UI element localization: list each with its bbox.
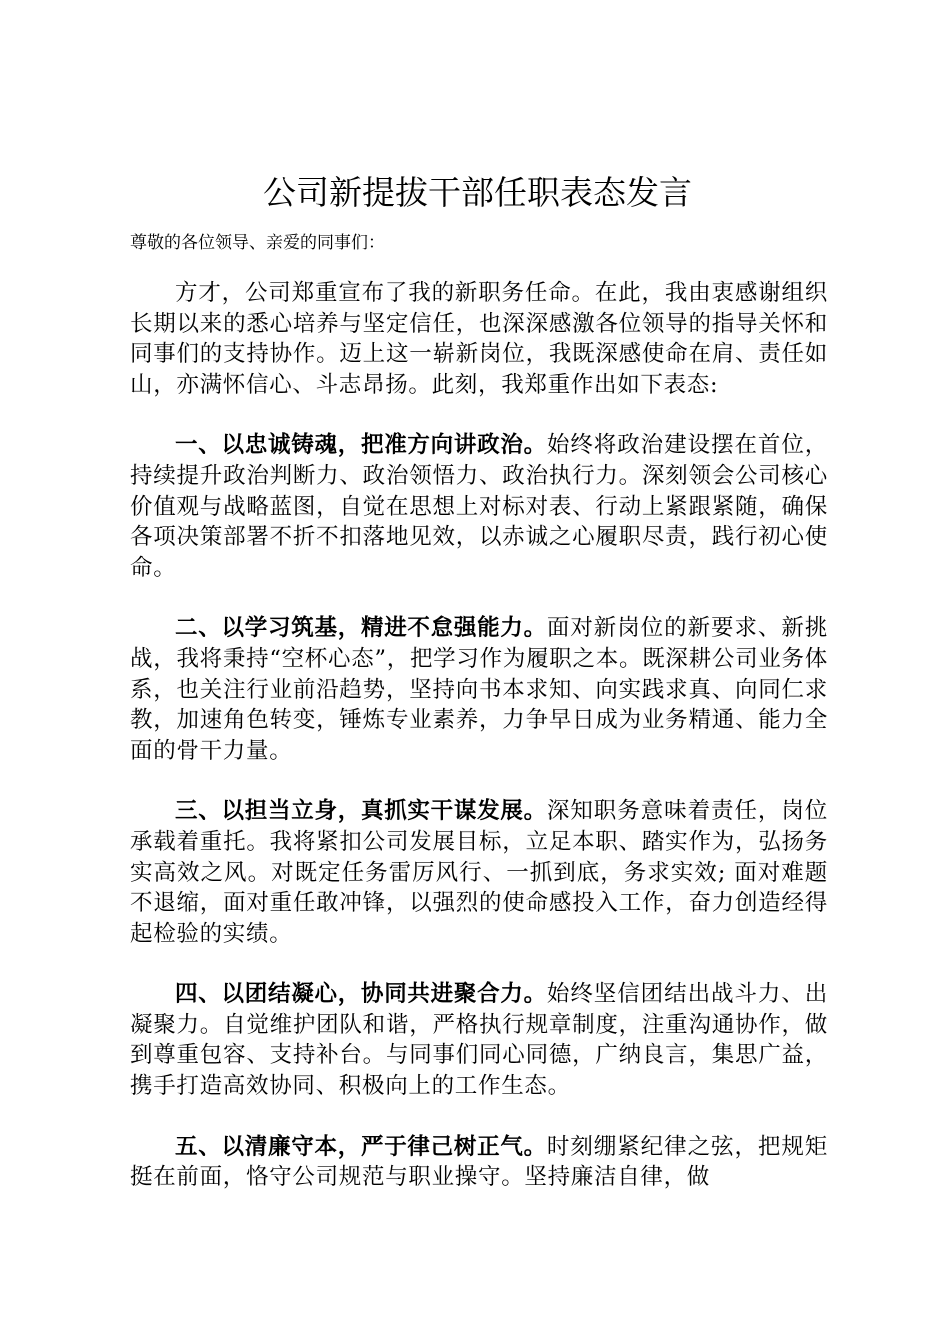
section-paragraph-4 bbox=[130, 979, 828, 1101]
intro-paragraph: 方才，公司郑重宣布了我的新职务任命。在此，我由衷感谢组织长期以来的悉心培养与坚定信任，也深深感激各位领导的指导关怀和同事们的支持协作。迈上这一崭新岗位，我既深感使命在肩、责任如山，亦满怀信心、斗志昂扬。此刻，我郑重作出如下表态: bbox=[130, 280, 828, 398]
section-text-3: 深知职务意味着责任，岗位承载着重托。我将紧扣公司发展目标，立足本职、踏实作为，弘扬务实高效之风。对既定任务雷厉风行、一抓到底，务求实效; 面对难题不退缩，面对重任敢冲锋，以强烈的使命感投入工作，奋力创造经得起检验的实绩。 bbox=[130, 798, 828, 947]
section-heading-3: 三、以担当立身，真抓实干谋发展。 bbox=[175, 798, 547, 825]
section-text-4: 始终坚信团结出战斗力、出凝聚力。自觉维护团队和谐，严格执行规章制度，注重沟通协作，做到尊重包容、支持补台。与同事们同心同德，广纳良言，集思广益，携手打造高效协同、积极向上的工作生态。 bbox=[130, 981, 828, 1100]
section-heading-1: 一、以忠诚铸魂，把准方向讲政治。 bbox=[175, 432, 547, 459]
document-title: 公司新提拔干部任职表态发言 bbox=[263, 173, 692, 212]
section-text-1: 始终将政治建设摆在首位，持续提升政治判断力、政治领悟力、政治执行力。深刻领会公司核心价值观与战略蓝图，自觉在思想上对标对表、行动上紧跟紧随，确保各项决策部署不折不扣落地见效，以赤诚之心履职尽责，践行初心使命。 bbox=[130, 432, 828, 581]
section-text-2: 面对新岗位的新要求、新挑战，我将秉持“空杯心态”，把学习作为履职之本。既深耕公司业务体系，也关注行业前沿趋势，坚持向书本求知、向实践求真、向同仁求教，加速角色转变，锤炼专业素养，力争早日成为业务精通、能力全面的骨干力量。 bbox=[130, 615, 828, 764]
section-paragraph-3 bbox=[130, 796, 828, 949]
section-heading-5: 五、以清廉守本，严于律己树正气。 bbox=[175, 1133, 547, 1160]
section-heading-4: 四、以团结凝心，协同共进聚合力。 bbox=[175, 981, 547, 1008]
section-heading-2: 二、以学习筑基，精进不怠强能力。 bbox=[175, 615, 547, 642]
salutation: 尊敬的各位领导、亲爱的同事们： bbox=[130, 233, 385, 253]
section-paragraph-2 bbox=[130, 613, 828, 766]
document-body bbox=[130, 278, 828, 1223]
section-paragraph-1 bbox=[130, 430, 828, 583]
section-text-5: 时刻绷紧纪律之弦，把规矩挺在前面，恪守公司规范与职业操守。坚持廉洁自律，做 bbox=[130, 1133, 828, 1191]
section-paragraph-5 bbox=[130, 1132, 828, 1193]
